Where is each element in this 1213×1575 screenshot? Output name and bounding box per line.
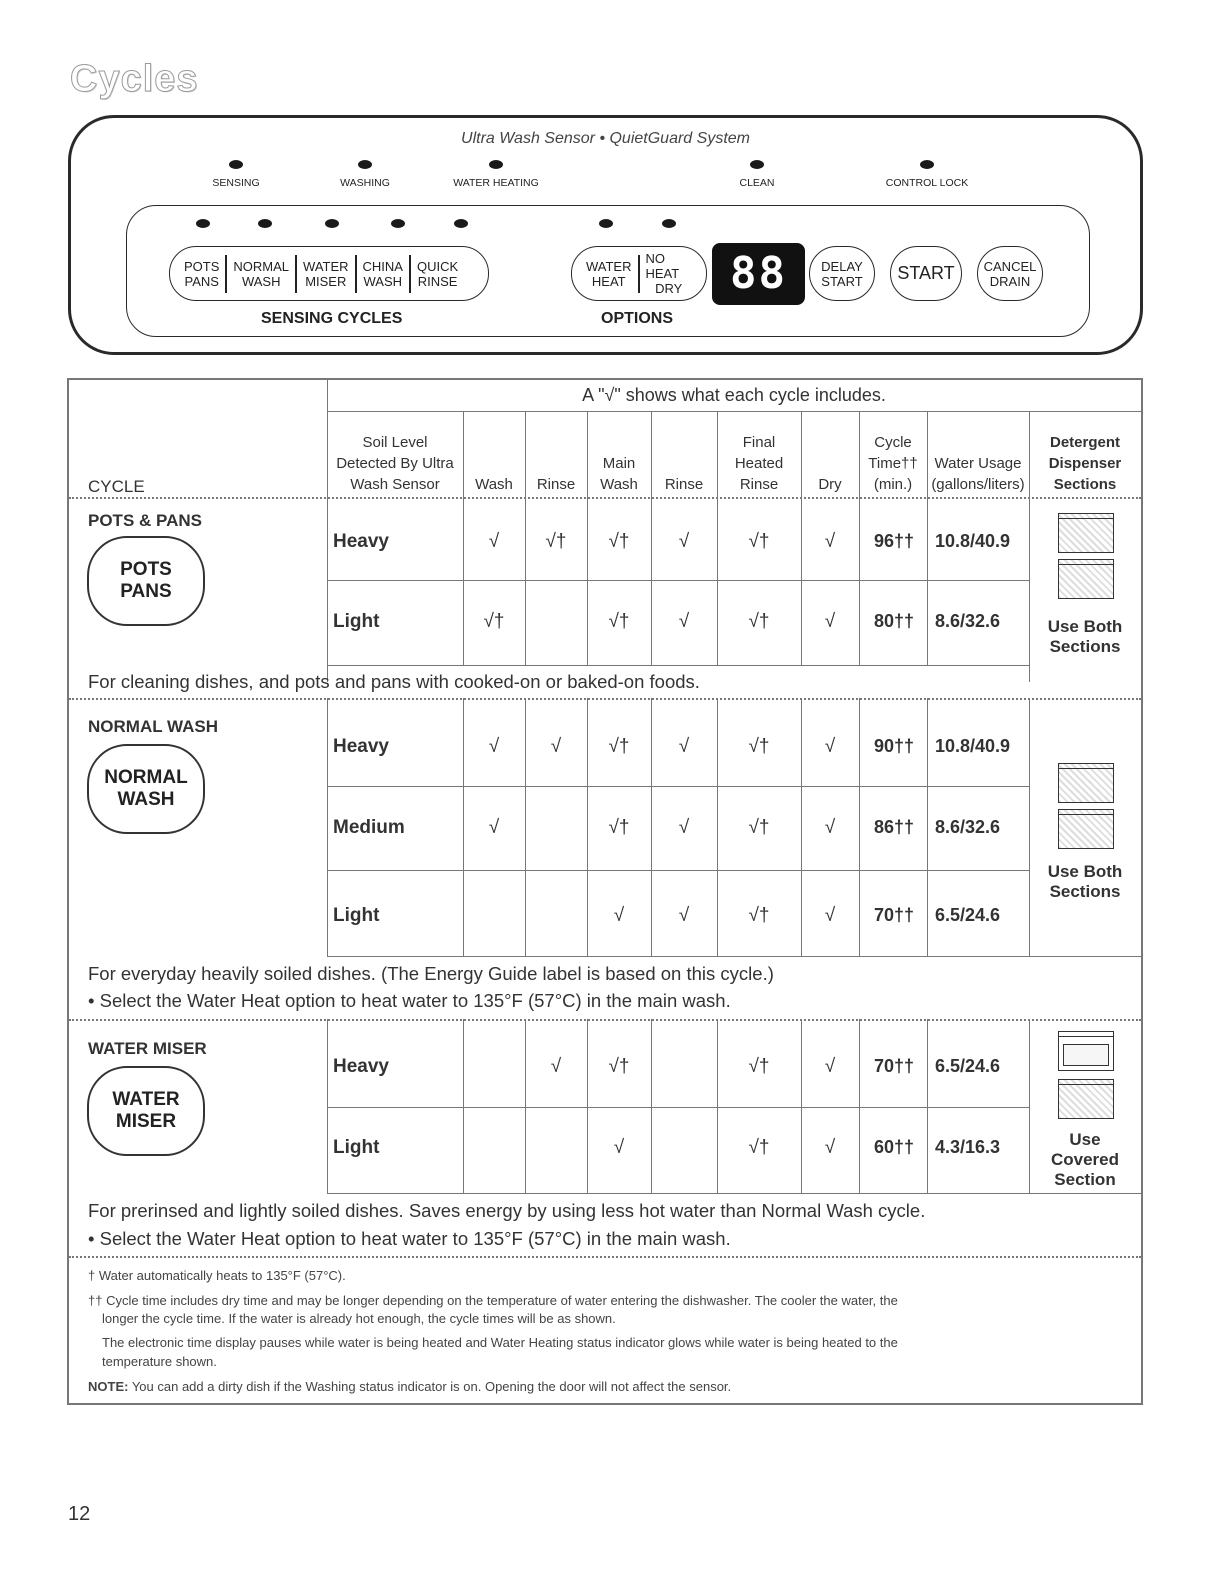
footnote-display: temperature shown. xyxy=(102,1354,217,1369)
col-head-detergent: Detergent Dispenser Sections xyxy=(1048,434,1122,493)
led-icon xyxy=(454,219,468,228)
led-icon xyxy=(489,160,503,169)
dispenser-open-icon xyxy=(1058,1079,1114,1119)
dispenser-note: Use Covered Section xyxy=(1050,1130,1120,1189)
panel-subtitle: Ultra Wash Sensor • QuietGuard System xyxy=(461,130,750,147)
normal-wash-button[interactable]: NORMAL WASH xyxy=(227,255,297,293)
table-legend: A "√" shows what each cycle includes. xyxy=(582,385,886,405)
col-head-soil: Soil Level Detected By Ultra Wash Sensor xyxy=(336,434,454,493)
water-miser-button-icon: WATER MISER xyxy=(87,1066,205,1156)
footnote-dagger: † Water automatically heats to 135°F (57°C). xyxy=(88,1268,346,1283)
col-head-rinse: Rinse xyxy=(536,476,576,493)
status-water-heating: WATER HEATING xyxy=(436,160,556,191)
led-icon xyxy=(229,160,243,169)
col-head-cycle-time: Cycle Time†† (min.) xyxy=(868,434,918,493)
col-head-rinse-2: Rinse xyxy=(664,476,704,493)
start-button[interactable]: START xyxy=(890,246,962,301)
led-icon xyxy=(662,219,676,228)
led-icon xyxy=(325,219,339,228)
dispenser-open-icon xyxy=(1058,763,1114,803)
sensing-cycles-label: SENSING CYCLES xyxy=(261,310,403,327)
dispenser-open-icon xyxy=(1058,559,1114,599)
quick-rinse-button[interactable]: QUICK RINSE xyxy=(416,258,459,289)
col-head-main-wash: Main Wash xyxy=(600,455,638,493)
status-sensing: SENSING xyxy=(176,160,296,191)
china-wash-button[interactable]: CHINA WASH xyxy=(357,255,411,293)
led-icon xyxy=(599,219,613,228)
delay-start-button[interactable]: DELAY START xyxy=(809,246,875,301)
led-icon xyxy=(391,219,405,228)
page-heading: Cycles xyxy=(70,58,199,100)
button-row xyxy=(126,205,1090,337)
page-number: 12 xyxy=(68,1503,91,1525)
col-head-wash: Wash xyxy=(475,476,513,493)
pots-pans-button[interactable]: POTS PANS xyxy=(178,255,227,293)
footnote-double-dagger: †† Cycle time includes dry time and may be longer depending on the temperature of water entering the dishwasher. The cooler the water, the xyxy=(88,1293,898,1308)
cycle-label-pots-pans: POTS & PANS xyxy=(88,511,202,530)
option-buttons xyxy=(571,246,707,301)
status-washing: WASHING xyxy=(305,160,425,191)
cycle-description: For everyday heavily soiled dishes. (The Energy Guide label is based on this cycle.) xyxy=(88,963,774,984)
col-head-dry: Dry xyxy=(818,476,842,493)
cycle-label-normal-wash: NORMAL WASH xyxy=(88,717,219,736)
dispenser-covered-icon xyxy=(1058,1031,1114,1071)
cycle-description: • Select the Water Heat option to heat water to 135°F (57°C) in the main wash. xyxy=(88,990,731,1011)
col-head-final-rinse: Final Heated Rinse xyxy=(734,434,784,493)
footnote-double-dagger: longer the cycle time. If the water is already hot enough, the cycle times will be as shown. xyxy=(102,1311,616,1326)
cycle-table: A "√" shows what each cycle includes. CYCLE Soil Level Detected By Ultra Wash Sensor Wash Rinse Main Wash Rinse Final Heated Rinse Dry Cycle Time†† (min.) Water Usage (gallons/liters) Detergent Dispenser Sections POTS & PANS POTS PANS Heavy √ √† √† √ √† √ 96†† 10.8/40.9 Light √† √† √ √† √ 80†† 8.6/32.6 Use Both Sections For cleaning dishes, and pots and pans with cooked-on or baked-on foods. NORMAL WASH NORMAL WASH Heavy √ √ √† √ √† √ 90†† 10.8/40.9 Medium √ √† √ √† √ 86†† 8.6/32.6 Light √ √ √† √ 70†† 6.5/24.6 Use Both Sections For everyday heavily soiled dishes. (The Energy Guide label is based on this cycle.) • Select the Water Heat option to heat water to 135°F (57°C) in the main wash. WATER MISER WATER MISER Heavy √ √† √† √ 70†† 6.5/24.6 Light √ √† √ 60†† 4.3/16.3 Use Covered Section For prerinsed and lightly soiled dishes. Saves energy by using less hot water than Normal Wash cycle. • Select the Water Heat option to heat water to 135°F (57°C) in the main wash. † Water automatically heats to 135°F (57°C). †† Cycle time includes dry time and may be longer depending on the temperature of water entering the dishwasher. The cooler the water, the longer the cycle time. If the water is already hot enough, the cycle times will be as shown. The electronic time display pauses while water is being heated and Water Heating status indicator glows while water is being heated to the temperature shown. NOTE: You can add a dirty dish if the Washing status indicator is on. Opening the door will not affect the sensor. xyxy=(67,378,1143,1405)
cycle-description: • Select the Water Heat option to heat water to 135°F (57°C) in the main wash. xyxy=(88,1228,731,1249)
sensing-cycle-buttons xyxy=(169,246,489,301)
cycle-label-water-miser: WATER MISER xyxy=(88,1039,207,1058)
cycle-description: For prerinsed and lightly soiled dishes. Saves energy by using less hot water than Normal Wash cycle. xyxy=(88,1200,926,1221)
dispenser-open-icon xyxy=(1058,809,1114,849)
led-icon xyxy=(258,219,272,228)
led-icon xyxy=(750,160,764,169)
footnote-display: The electronic time display pauses while water is being heated and Water Heating status indicator glows while water is being heated to the xyxy=(102,1335,898,1350)
col-head-cycle: CYCLE xyxy=(88,477,145,496)
dispenser-note: Use Both Sections xyxy=(1047,862,1123,901)
led-icon xyxy=(920,160,934,169)
pots-pans-button-icon: POTS PANS xyxy=(87,536,205,626)
time-display: 88 xyxy=(712,243,805,305)
status-clean: CLEAN xyxy=(697,160,817,191)
col-head-water-usage: Water Usage (gallons/liters) xyxy=(931,455,1025,493)
normal-wash-button-icon: NORMAL WASH xyxy=(87,744,205,834)
cancel-drain-button[interactable]: CANCEL DRAIN xyxy=(977,246,1043,301)
no-heat-dry-button[interactable]: NO HEAT DRY xyxy=(645,251,683,296)
water-miser-button[interactable]: WATER MISER xyxy=(297,255,357,293)
dispenser-open-icon xyxy=(1058,513,1114,553)
options-label: OPTIONS xyxy=(601,310,674,327)
led-icon xyxy=(358,160,372,169)
dispenser-note: Use Both Sections xyxy=(1047,617,1123,656)
cycle-description: For cleaning dishes, and pots and pans with cooked-on or baked-on foods. xyxy=(88,671,700,692)
water-heat-button[interactable]: WATER HEAT xyxy=(580,255,640,293)
footnote-note: NOTE: You can add a dirty dish if the Washing status indicator is on. Opening the door will not affect the sensor. xyxy=(88,1379,732,1394)
status-control-lock: CONTROL LOCK xyxy=(867,160,987,191)
led-icon xyxy=(196,219,210,228)
control-panel-diagram xyxy=(68,115,1143,355)
